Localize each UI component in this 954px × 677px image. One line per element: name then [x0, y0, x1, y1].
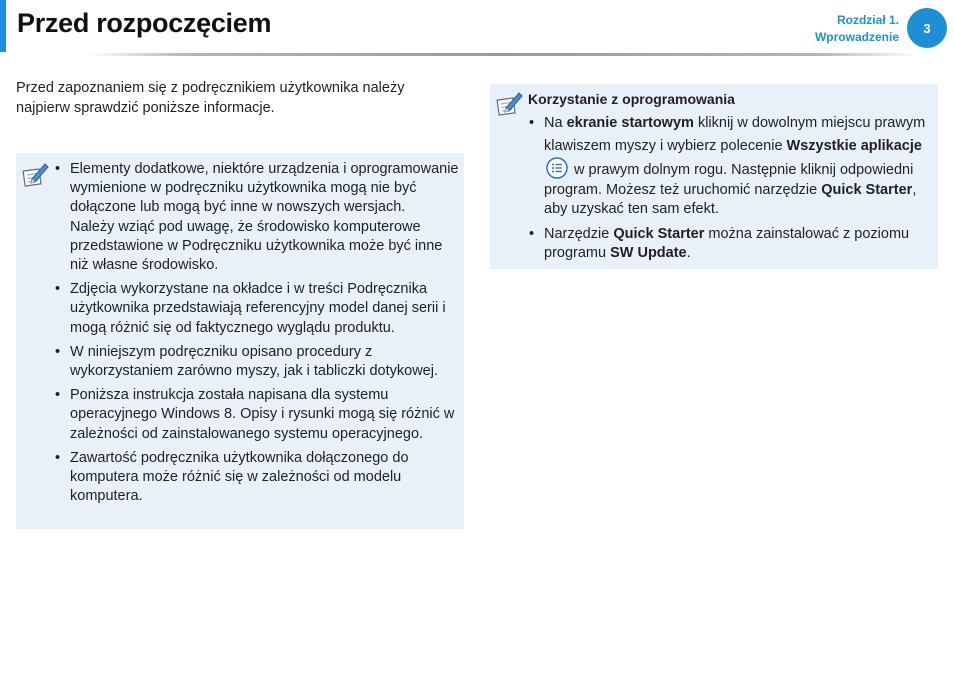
text-run: można zainstalować z poziomu programu — [544, 225, 910, 261]
list-item: • W niniejszym podręczniku opisano procedury z wykorzystaniem zarówno myszy, jak i tabliczki dotykowej. — [70, 343, 460, 381]
software-box — [490, 84, 938, 269]
list-item-text: Należy wziąć pod uwagę, że środowisko komputerowe przedstawione w Podręczniku użytkownika może być inne niż własne środowisko. — [70, 218, 443, 274]
text-run: , aby uzyskać ten sam efekt. — [544, 182, 917, 218]
text-run: Na — [544, 115, 567, 131]
list-item-text: Elementy dodatkowe, niektóre urządzenia i oprogramowanie wymienione w podręczniku użytkownika mogą nie być dołączone lub mogą być inne w nowszych wersjach. — [70, 161, 459, 216]
text-run: kliknij w dowolnym miejscu prawym klawiszem myszy i wybierz polecenie — [544, 115, 926, 155]
page-title: Przed rozpoczęciem — [17, 8, 272, 38]
chapter-section: Wprowadzenie — [814, 30, 899, 44]
bold-term: Quick Starter — [613, 225, 705, 242]
list-item — [544, 114, 929, 220]
page-number-badge: 3 — [907, 8, 947, 48]
bold-term: ekranie startowym — [566, 115, 694, 131]
text-run: . — [686, 244, 691, 261]
all-apps-icon — [546, 157, 568, 179]
box-title: Korzystanie z oprogramowania — [528, 91, 735, 107]
bold-term: SW Update — [610, 244, 687, 261]
text-run: w prawym dolnym rogu. Następnie kliknij odpowiedni program. Możesz też uruchomić narzędzie — [544, 162, 914, 199]
chapter-label — [815, 12, 899, 46]
software-list — [544, 114, 929, 268]
list-item — [70, 160, 460, 275]
bold-term: Wszystkie aplikacje — [786, 138, 922, 155]
list-item: • Zawartość podręcznika użytkownika dołączonego do komputera może różnić się w zależności od modelu komputera. — [70, 449, 460, 507]
intro-paragraph: Przed zapoznaniem się z podręcznikiem użytkownika należy najpierw sprawdzić poniższe informacje. — [16, 80, 405, 116]
notes-box — [16, 153, 464, 529]
list-item — [544, 225, 929, 263]
notes-list — [70, 160, 460, 511]
text-run: Narzędzie — [544, 225, 614, 242]
note-pencil-icon — [496, 90, 524, 116]
list-item: • Zdjęcia wykorzystane na okładce i w treści Podręcznika użytkownika przedstawiają referencyjny model danej serii i mogą różnić się od faktycznego wyglądu produktu. — [70, 280, 460, 338]
chapter-number: Rozdział 1. — [836, 13, 899, 27]
header-divider — [88, 53, 918, 56]
list-item: • Poniższa instrukcja została napisana dla systemu operacyjnego Windows 8. Opisy i rysunki mogą się różnić w zależności od zainstalowanego systemu operacyjnego. — [70, 386, 460, 444]
header-accent-bar — [0, 0, 6, 52]
note-pencil-icon — [22, 161, 50, 187]
bold-term: Quick Starter — [821, 182, 913, 199]
